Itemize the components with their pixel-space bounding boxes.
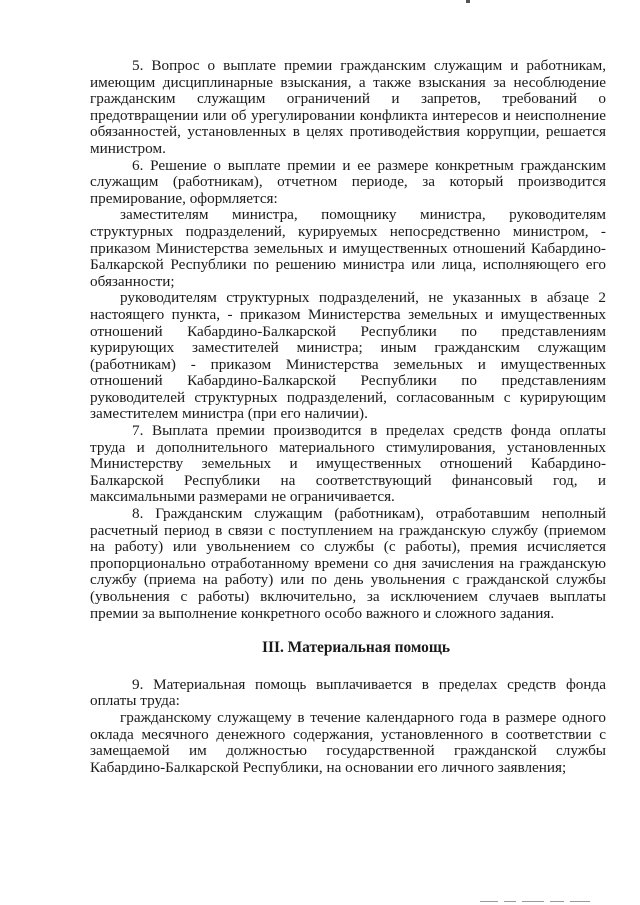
paragraph-item-6: 6. Решение о выплате премии и ее размере конкретным гражданским служащим (работникам), отчетном периоде, за который производится премирование, оформляется: — [90, 156, 606, 207]
section-heading: III. Материальная помощь — [261, 639, 451, 657]
paragraph-item-7: 7. Выплата премии производится в пределах средств фонда оплаты труда и дополнительного материального стимулирования, установленных Министерству земельных и имущественных отношений Кабардино-Балкарской Республики на соответствующий финансовый год, и максимальными размерами не ограничивается. — [90, 422, 606, 506]
paragraph-deputies-order: заместителям министра, помощнику министра, руководителям структурных подразделений, курируемых непосредственно министром, - приказом Министерства земельных и имущественных отношений Кабардино-Балкарской Республики по решению министра или лица, исполняющего его обязанности; — [90, 206, 606, 290]
paragraph-material-aid-condition: гражданскому служащему в течение календарного года в размере одного оклада месячного денежного содержания, установленного в соответствии с замещаемой им должностью государственной гражданской службы Кабардино-Балкарской Республики, на основании его личного заявления; — [90, 708, 606, 776]
scan-artifact-mark — [466, 0, 470, 3]
paragraph-item-8: 8. Гражданским служащим (работникам), отработавшим неполный расчетный период в связи с поступлением на гражданскую службу (приемом на работу) или увольнением со службы (с работы), премия исчисляется пропорционально отработанному времени со дня зачисления на гражданскую службу (приема на работу) или по день увольнения с гражданской службы (увольнения с работы) включительно, за исключением случаев выплаты премии за выполнение конкретного особо важного и сложного задания. — [90, 505, 606, 622]
paragraph-item-9: 9. Материальная помощь выплачивается в пределах средств фонда оплаты труда: — [90, 675, 606, 710]
paragraph-unit-heads-order: руководителям структурных подразделений, не указанных в абзаце 2 настоящего пункта, - приказом Министерства земельных и имущественных отношений Кабардино-Балкарской Республики по представлениям курирующих заместителей министра; иным гражданским служащим (работникам) - приказом Министерства земельных и имущественных отношений Кабардино-Балкарской Республики по представлениям руководителей структурных подразделений, согласованным с курирующим заместителем министра (при его наличии). — [90, 289, 606, 423]
paragraph-item-5: 5. Вопрос о выплате премии гражданским служащим и работникам, имеющим дисциплинарные взыскания, а также взыскания за несоблюдение гражданским служащим ограничений и запретов, требований о предотвращении или об урегулировании конфликта интересов и неисполнение обязанностей, установленных в целях противодействия коррупции, решается министром. — [90, 57, 606, 157]
scan-artifact-bottom — [480, 901, 590, 902]
